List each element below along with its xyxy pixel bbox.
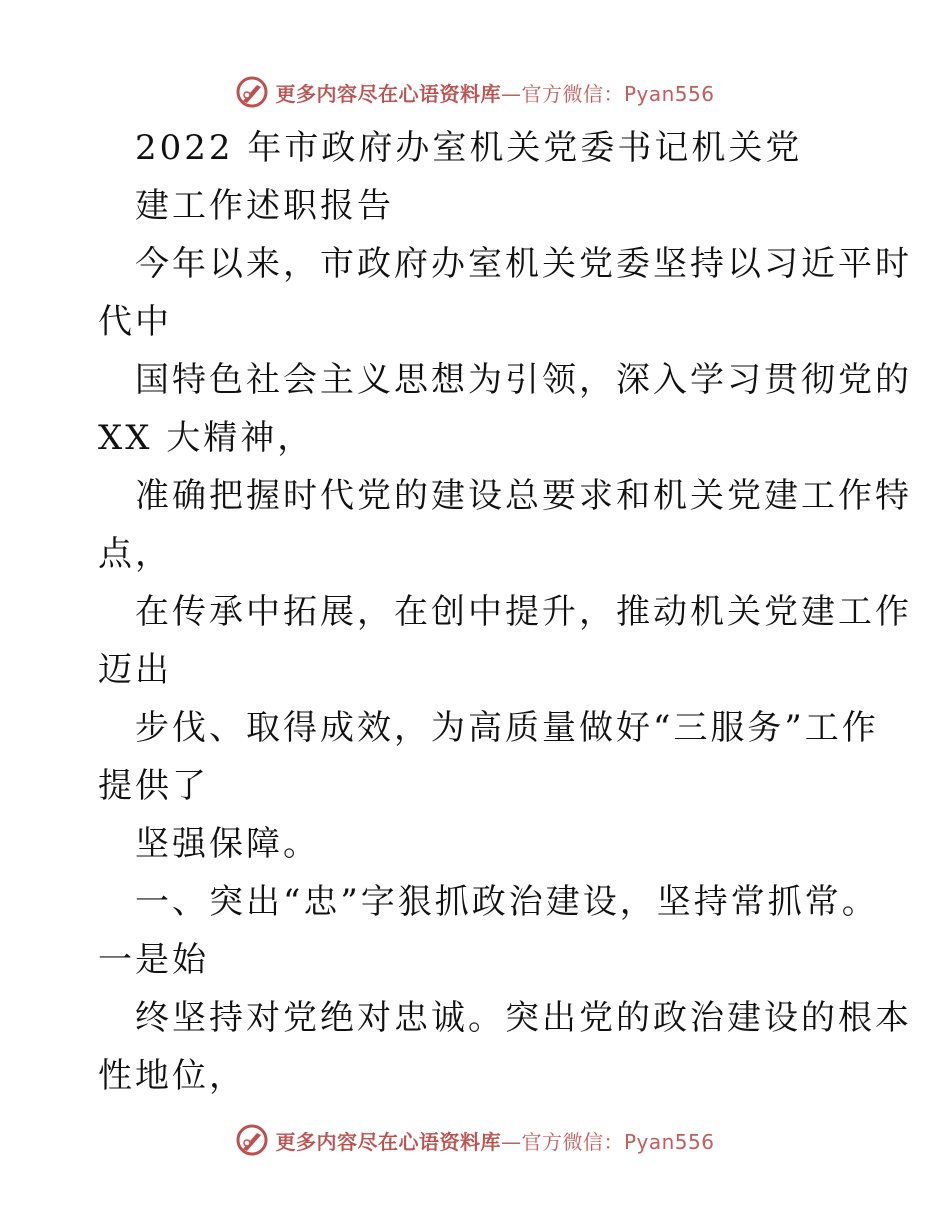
paragraph-line: 性地位， bbox=[98, 1056, 246, 1096]
paragraph-line: 准确把握时代党的建设总要求和机关党建工作特 bbox=[135, 476, 912, 516]
footer-watermark bbox=[0, 1120, 950, 1160]
watermark-sep: — bbox=[500, 1129, 522, 1154]
paragraph-line: 一是始 bbox=[98, 940, 209, 980]
paragraph-line: 提供了 bbox=[98, 766, 209, 806]
paragraph-line: 步伐、取得成效，为高质量做好“三服务”工作 bbox=[135, 708, 879, 748]
paragraph-line: XX 大精神， bbox=[98, 418, 315, 458]
watermark-main: 更多内容尽在心语资料库 bbox=[275, 81, 501, 106]
paragraph-line: 迈出 bbox=[98, 650, 172, 690]
header-watermark bbox=[0, 72, 950, 112]
watermark-text bbox=[275, 78, 714, 107]
quill-logo-icon bbox=[235, 75, 269, 109]
paragraph-line: 今年以来，市政府办室机关党委坚持以习近平时 bbox=[135, 244, 912, 284]
watermark-contact: 官方微信：Pyan556 bbox=[521, 81, 715, 106]
watermark-text bbox=[275, 1126, 714, 1155]
quill-logo-icon bbox=[235, 1123, 269, 1157]
paragraph-line: 终坚持对党绝对忠诚。突出党的政治建设的根本 bbox=[135, 998, 912, 1038]
paragraph-line: 点， bbox=[98, 534, 172, 574]
paragraph-line: 国特色社会主义思想为引领，深入学习贯彻党的 bbox=[135, 360, 912, 400]
section-heading-line: 一、突出“忠”字狠抓政治建设，坚持常抓常。 bbox=[135, 882, 879, 922]
watermark-contact: 官方微信：Pyan556 bbox=[521, 1129, 715, 1154]
paragraph-line: 代中 bbox=[98, 302, 172, 342]
paragraph-line: 在传承中拓展，在创中提升，推动机关党建工作 bbox=[135, 592, 912, 632]
title-line-2: 建工作述职报告 bbox=[135, 186, 394, 226]
paragraph-line: 坚强保障。 bbox=[135, 824, 320, 864]
title-line-1: 2022 年市政府办室机关党委书记机关党 bbox=[135, 128, 803, 168]
watermark-main: 更多内容尽在心语资料库 bbox=[275, 1129, 501, 1154]
watermark-sep: — bbox=[500, 81, 522, 106]
